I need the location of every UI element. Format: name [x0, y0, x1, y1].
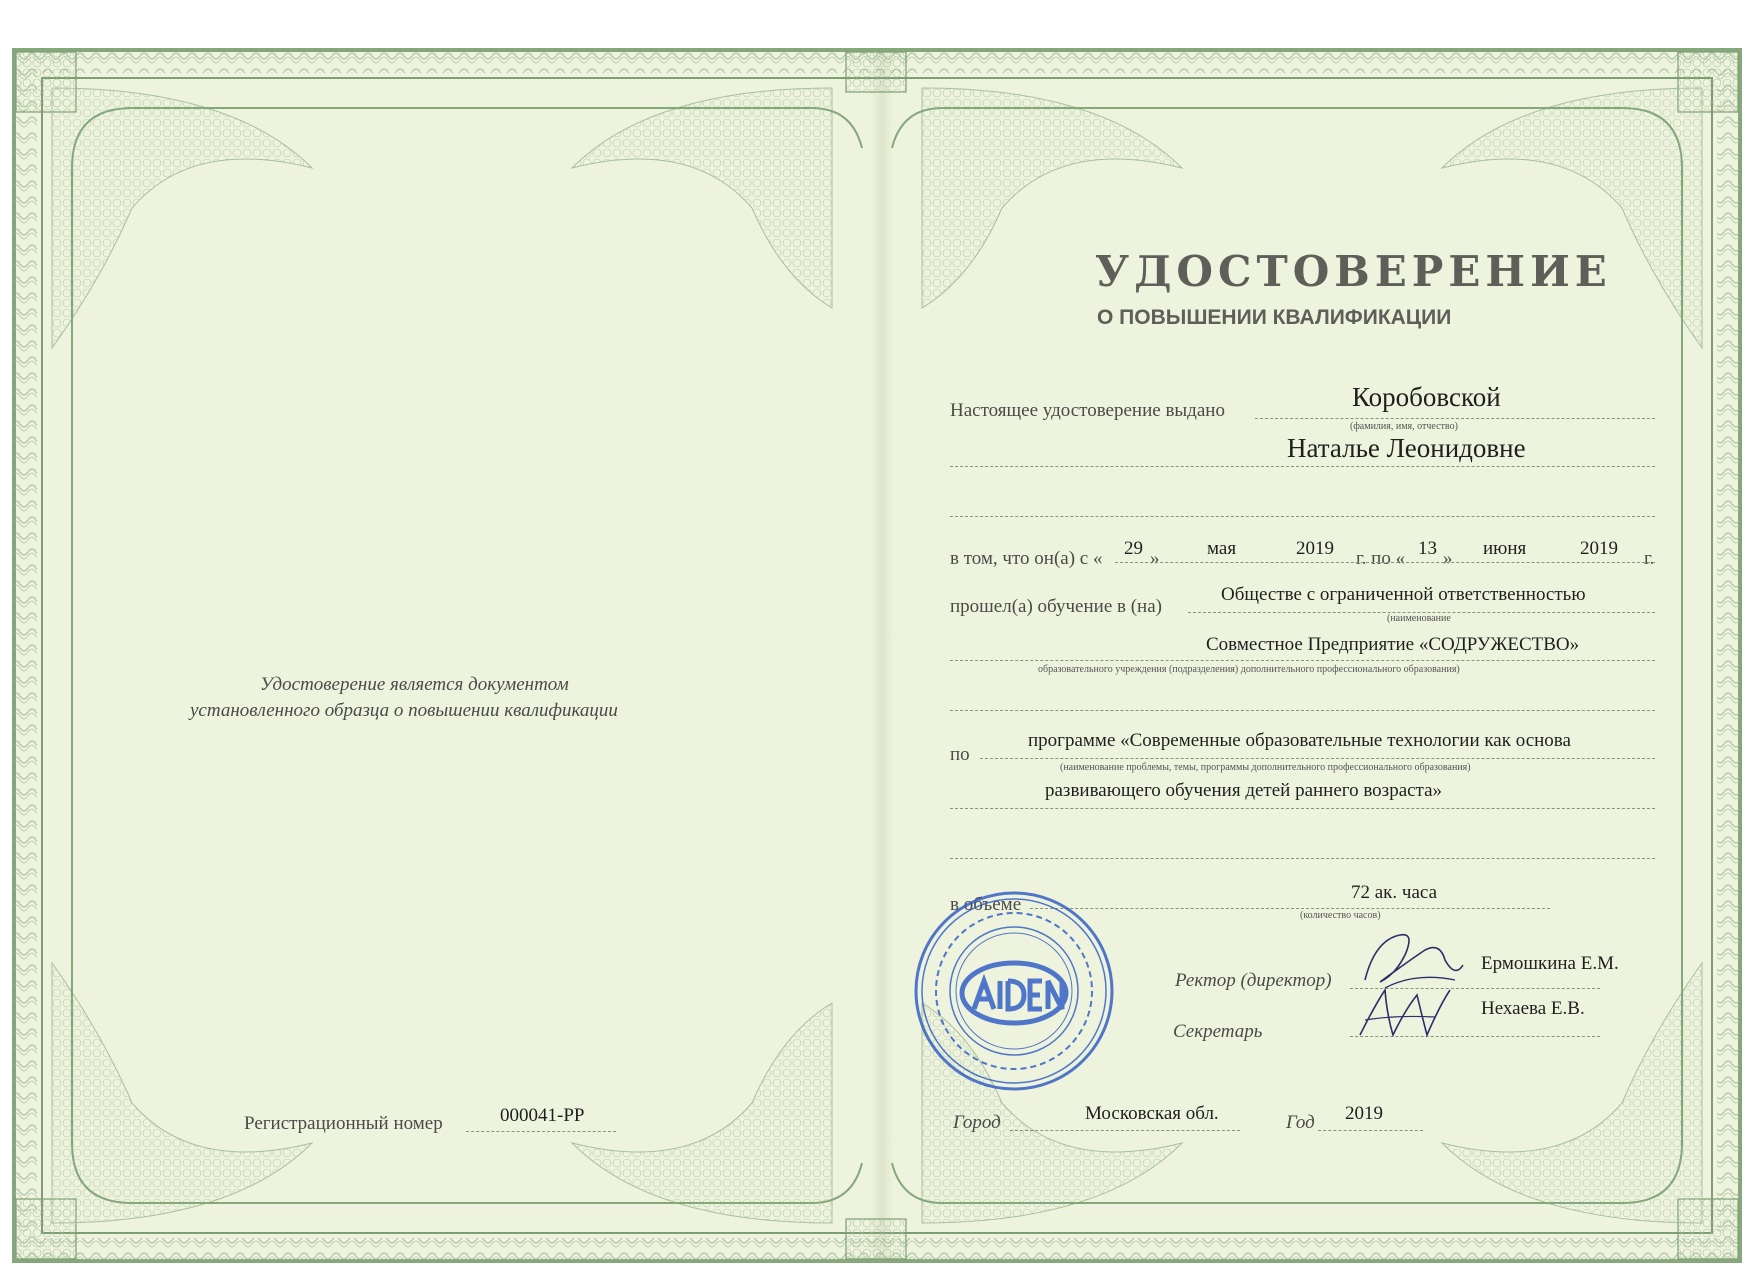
program-underline-1 — [980, 758, 1655, 759]
program-hint: (наименование проблемы, темы, программы дополнительного профессионального образования) — [1060, 762, 1471, 773]
name-underline-3 — [950, 516, 1655, 517]
fio-hint: (фамилия, имя, отчество) — [1350, 421, 1458, 432]
period-underline — [1115, 562, 1655, 563]
left-note-line1: Удостоверение является документом — [260, 674, 569, 695]
program-line1: программе «Современные образовательные технологии как основа — [1028, 730, 1571, 751]
program-line2: развивающего обучения детей раннего возраста» — [1045, 780, 1443, 801]
certificate-title: УДОСТОВЕРЕНИЕ — [1095, 247, 1612, 296]
program-label: по — [950, 744, 970, 765]
volume-hint: (количество часов) — [1300, 910, 1381, 921]
program-underline-2 — [950, 808, 1655, 809]
organization-stamp — [912, 889, 1116, 1093]
trained-label: прошел(а) обучение в (на) — [950, 596, 1162, 617]
rector-label: Ректор (директор) — [1175, 970, 1332, 991]
program-underline-3 — [950, 858, 1655, 859]
volume-value: 72 ак. часа — [1351, 882, 1438, 903]
start-day-quote: » — [1150, 548, 1160, 569]
city-value: Московская обл. — [1085, 1103, 1219, 1124]
recipient-surname: Коробовской — [1352, 382, 1501, 412]
surname-underline — [1255, 418, 1655, 419]
secretary-label: Секретарь — [1173, 1021, 1263, 1042]
org-hint-a: (наименование — [1387, 613, 1451, 624]
org-hint-b: образовательного учреждения (подразделения) дополнительного профессионального образования) — [1038, 664, 1460, 675]
year-value: 2019 — [1345, 1103, 1383, 1124]
end-day-quote: » — [1443, 548, 1453, 569]
year-underline — [1318, 1130, 1423, 1131]
page-spine — [870, 48, 894, 1263]
volume-label: в объеме — [950, 894, 1022, 915]
registration-number: 000041-РР — [500, 1105, 585, 1126]
start-day: 29 — [1124, 538, 1143, 559]
org-line1: Обществе с ограниченной ответственностью — [1221, 584, 1586, 605]
city-underline — [1010, 1130, 1240, 1131]
end-day: 13 — [1418, 538, 1437, 559]
registration-underline — [466, 1131, 616, 1132]
rector-name: Ермошкина Е.М. — [1481, 953, 1619, 974]
start-year: 2019 — [1296, 538, 1334, 559]
end-year: 2019 — [1580, 538, 1618, 559]
period-mid: г. по « — [1356, 548, 1406, 569]
period-prefix: в том, что он(а) с « — [950, 548, 1103, 569]
city-label: Город — [953, 1112, 1001, 1133]
name-underline-2 — [950, 466, 1655, 467]
org-line2: Совместное Предприятие «СОДРУЖЕСТВО» — [1206, 634, 1580, 655]
issued-to-label: Настоящее удостоверение выдано — [950, 400, 1225, 421]
start-month: мая — [1207, 538, 1237, 559]
org-underline-3 — [950, 710, 1655, 711]
end-month: июня — [1483, 538, 1527, 559]
secretary-signature — [1345, 975, 1455, 1055]
period-suffix: г. — [1644, 548, 1655, 569]
certificate-subtitle: О ПОВЫШЕНИИ КВАЛИФИКАЦИИ — [1097, 306, 1452, 329]
secretary-name: Нехаева Е.В. — [1481, 998, 1585, 1019]
org-underline-2 — [950, 660, 1655, 661]
recipient-given-names: Наталье Леонидовне — [1287, 433, 1526, 463]
left-note-line2: установленного образца о повышении квалификации — [190, 700, 618, 721]
registration-label: Регистрационный номер — [244, 1113, 443, 1134]
year-label: Год — [1286, 1112, 1315, 1133]
